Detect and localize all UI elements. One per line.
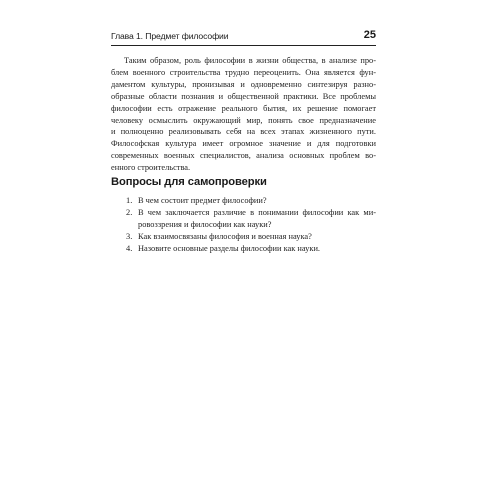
question-item [111,243,376,255]
question-item [111,207,376,231]
running-header [111,31,376,46]
paragraph-line: философии есть отражение реального бытия, их решение помогает [111,103,376,113]
question-number: 4. [126,243,133,253]
question-item [111,195,376,207]
question-text: В чем состоит предмет философии? [138,196,267,205]
page-number: 25 [363,29,376,41]
paragraph-line: и полноценно реализовывать себя на всех этапах жизненного пути. [111,127,376,137]
body-paragraph [111,55,376,174]
paragraph-line: даментом культуры, пронизывая и одновременно синтезируя разно- [111,79,376,89]
section-heading: Вопросы для самопроверки [111,176,267,188]
question-text: Назовите основные разделы философии как науки. [138,243,321,253]
paragraph-line: современных военных специалистов, анализа основных проблем во- [111,151,376,161]
questions-list [111,195,376,255]
question-item [111,231,376,243]
paragraph-line: енного строительства. [111,163,191,173]
question-number: 2. [126,207,133,217]
paragraph-line: человеку осмыслить окружающий мир, понять свое предназначение [111,115,376,125]
question-number: 1. [126,196,133,205]
chapter-title: Глава 1. Предмет философии [111,31,229,41]
paragraph-line: Философская культура имеет огромное значение и для подготовки [111,139,376,149]
paragraph-line: образные области познания и общественной практики. Все проблемы [111,91,376,101]
question-number: 3. [126,231,133,241]
paragraph-line: Таким образом, роль философии в жизни общества, в анализе про- [124,56,376,65]
question-text: В чем заключается различие в понимании философии как ми- [138,207,376,217]
question-text: Как взаимосвязаны философия и военная наука? [138,231,312,241]
question-text: ровоззрения и философии как науки? [138,219,272,229]
paragraph-line: блем военного строительства трудно переоценить. Она является фун- [111,67,376,77]
